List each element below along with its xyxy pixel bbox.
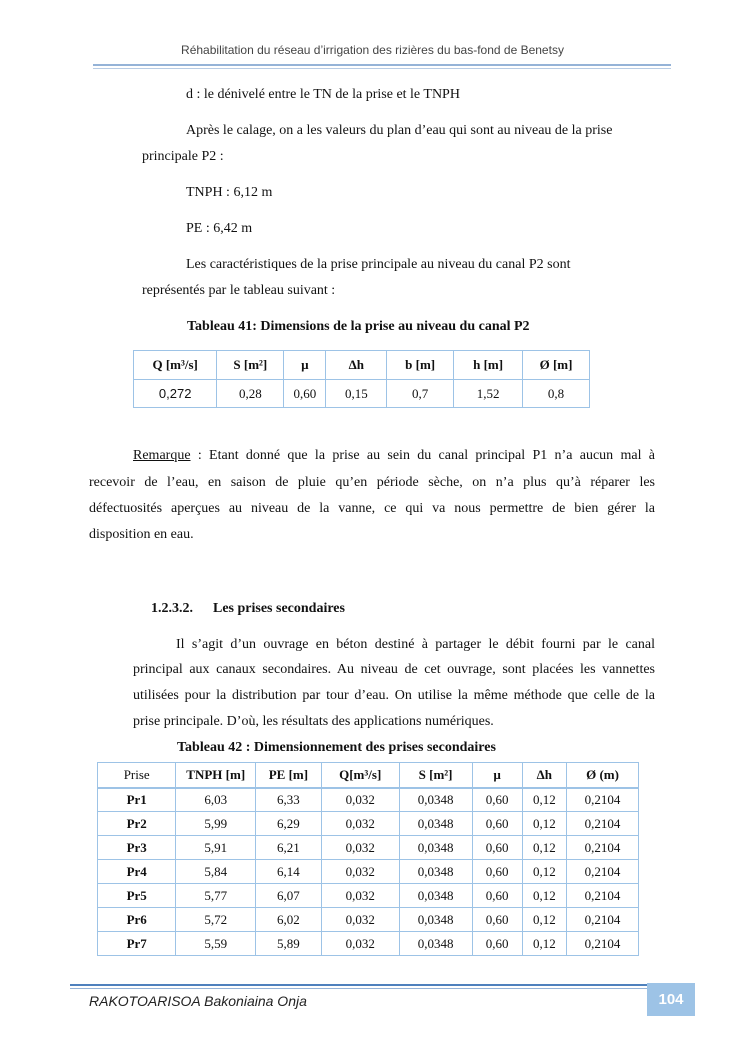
table-cell: 6,03 [176,788,256,812]
table-cell: 0,032 [321,836,399,860]
table-row [98,884,639,908]
table-header-cell: h [m] [454,351,523,380]
table-cell: 0,7 [387,380,454,408]
table-cell: 0,60 [472,860,522,884]
remark-line: défectuosités aperçues au niveau de la vanne, ce qui va nous permettre de bien gérer la [89,501,655,516]
paragraph-line: Après le calage, on a les valeurs du plan d’eau qui sont au niveau de la prise [186,123,613,138]
table-cell: 0,2104 [567,932,639,956]
table-cell: 0,0348 [399,908,472,932]
table-cell: 0,0348 [399,836,472,860]
table-cell: 0,0348 [399,884,472,908]
table-cell: 5,91 [176,836,256,860]
table-cell: 0,032 [321,812,399,836]
table-cell: 0,60 [472,812,522,836]
table-cell: 0,272 [134,380,217,408]
table-cell: 5,77 [176,884,256,908]
pe-value: PE : 6,42 m [186,221,253,236]
row-label-cell: Pr3 [98,836,176,860]
table-cell: 0,2104 [567,884,639,908]
table-cell: 1,52 [454,380,523,408]
table-row [98,812,639,836]
table-cell: 0,12 [522,860,566,884]
table-cell: 0,032 [321,932,399,956]
table-cell: 0,0348 [399,812,472,836]
table-cell: 0,12 [522,788,566,812]
paragraph-line: Les caractéristiques de la prise principale au niveau du canal P2 sont [186,257,571,272]
table-header-cell: S [m²] [399,763,472,788]
table-cell: 0,032 [321,860,399,884]
table-header-cell: TNPH [m] [176,763,256,788]
table-cell: 6,02 [256,908,322,932]
table-42 [97,762,639,956]
paragraph-line: d : le dénivelé entre le TN de la prise et le TNPH [186,87,460,102]
remark-label: Remarque [133,448,191,463]
table-cell: 0,2104 [567,812,639,836]
table-41 [133,350,590,408]
table-cell: 6,33 [256,788,322,812]
table-cell: 5,59 [176,932,256,956]
header-rule-thin [93,68,671,69]
table-cell: 0,032 [321,884,399,908]
footer-author: RAKOTOARISOA Bakoniaina Onja [89,993,307,1009]
table-cell: 0,60 [472,932,522,956]
row-label-cell: Pr5 [98,884,176,908]
paragraph-line: prise principale. D’où, les résultats des applications numériques. [133,714,494,729]
header-rule [93,64,671,66]
table-cell: 0,0348 [399,932,472,956]
table-cell: 0,12 [522,908,566,932]
remark-line: recevoir de l’eau, en saison de pluie qu’en période sèche, on n’a plus qu’à réparer les [89,475,655,490]
table-cell: 0,8 [523,380,590,408]
table41-caption: Tableau 41: Dimensions de la prise au niveau du canal P2 [187,319,530,334]
table-header-cell: Ø (m) [567,763,639,788]
table-cell: 0,12 [522,884,566,908]
table-cell: 5,99 [176,812,256,836]
paragraph-line: Il s’agit d’un ouvrage en béton destiné à partager le débit fourni par le canal [176,637,655,652]
table-cell: 0,032 [321,908,399,932]
table-cell: 0,15 [326,380,387,408]
table-cell: 0,2104 [567,908,639,932]
table-header-row [98,763,639,788]
table-cell: 0,2104 [567,788,639,812]
table-row [98,908,639,932]
table-cell: 6,07 [256,884,322,908]
table-header-cell: Q [m³/s] [134,351,217,380]
table-row [98,836,639,860]
remark-line: disposition en eau. [89,527,194,542]
table42-caption: Tableau 42 : Dimensionnement des prises secondaires [177,740,496,755]
row-label-cell: Pr7 [98,932,176,956]
table-cell: 0,2104 [567,860,639,884]
table-header-cell: Q[m³/s] [321,763,399,788]
table-header-cell: Prise [98,763,176,788]
table-header-cell: Δh [326,351,387,380]
row-label-cell: Pr1 [98,788,176,812]
table-cell: 0,2104 [567,836,639,860]
paragraph-line: principale P2 : [142,149,224,164]
table-cell: 6,29 [256,812,322,836]
table-row [98,860,639,884]
section-title: Les prises secondaires [213,601,345,616]
footer-rule [70,984,648,986]
table-header-cell: S [m²] [217,351,284,380]
running-header: Réhabilitation du réseau d’irrigation des rizières du bas-fond de Benetsy [181,43,564,57]
row-label-cell: Pr6 [98,908,176,932]
table-row [98,788,639,812]
row-label-cell: Pr2 [98,812,176,836]
paragraph-line: principal aux canaux secondaires. Au niveau de cet ouvrage, sont placées les vannettes [133,662,655,677]
table-cell: 0,60 [472,908,522,932]
row-label-cell: Pr4 [98,860,176,884]
table-header-cell: µ [472,763,522,788]
table-header-row [134,351,590,380]
table-cell: 5,89 [256,932,322,956]
remark-text: : Etant donné que la prise au sein du canal principal P1 n’a aucun mal à [197,448,655,463]
table-cell: 0,12 [522,932,566,956]
table-row [98,932,639,956]
section-number: 1.2.3.2. [151,601,193,616]
footer-rule-thin [70,988,648,989]
table-cell: 0,032 [321,788,399,812]
table-cell: 0,28 [217,380,284,408]
table-header-cell: µ [284,351,326,380]
page-number: 104 [647,983,695,1016]
table-cell: 0,0348 [399,860,472,884]
table-cell: 0,12 [522,812,566,836]
table-row [134,380,590,408]
table-header-cell: Δh [522,763,566,788]
table-cell: 0,60 [472,884,522,908]
tnph-value: TNPH : 6,12 m [186,185,273,200]
table-cell: 0,60 [472,836,522,860]
table-cell: 0,0348 [399,788,472,812]
paragraph-line: utilisées pour la distribution par tour d’eau. On utilise la même méthode que celle de la [133,688,655,703]
table-cell: 6,14 [256,860,322,884]
paragraph-line: représentés par le tableau suivant : [142,283,336,298]
table-header-cell: Ø [m] [523,351,590,380]
table-cell: 0,60 [472,788,522,812]
table-header-cell: b [m] [387,351,454,380]
table-cell: 5,84 [176,860,256,884]
remark-line [133,447,655,465]
table-header-cell: PE [m] [256,763,322,788]
table-cell: 6,21 [256,836,322,860]
table-cell: 0,60 [284,380,326,408]
table-cell: 5,72 [176,908,256,932]
table-cell: 0,12 [522,836,566,860]
